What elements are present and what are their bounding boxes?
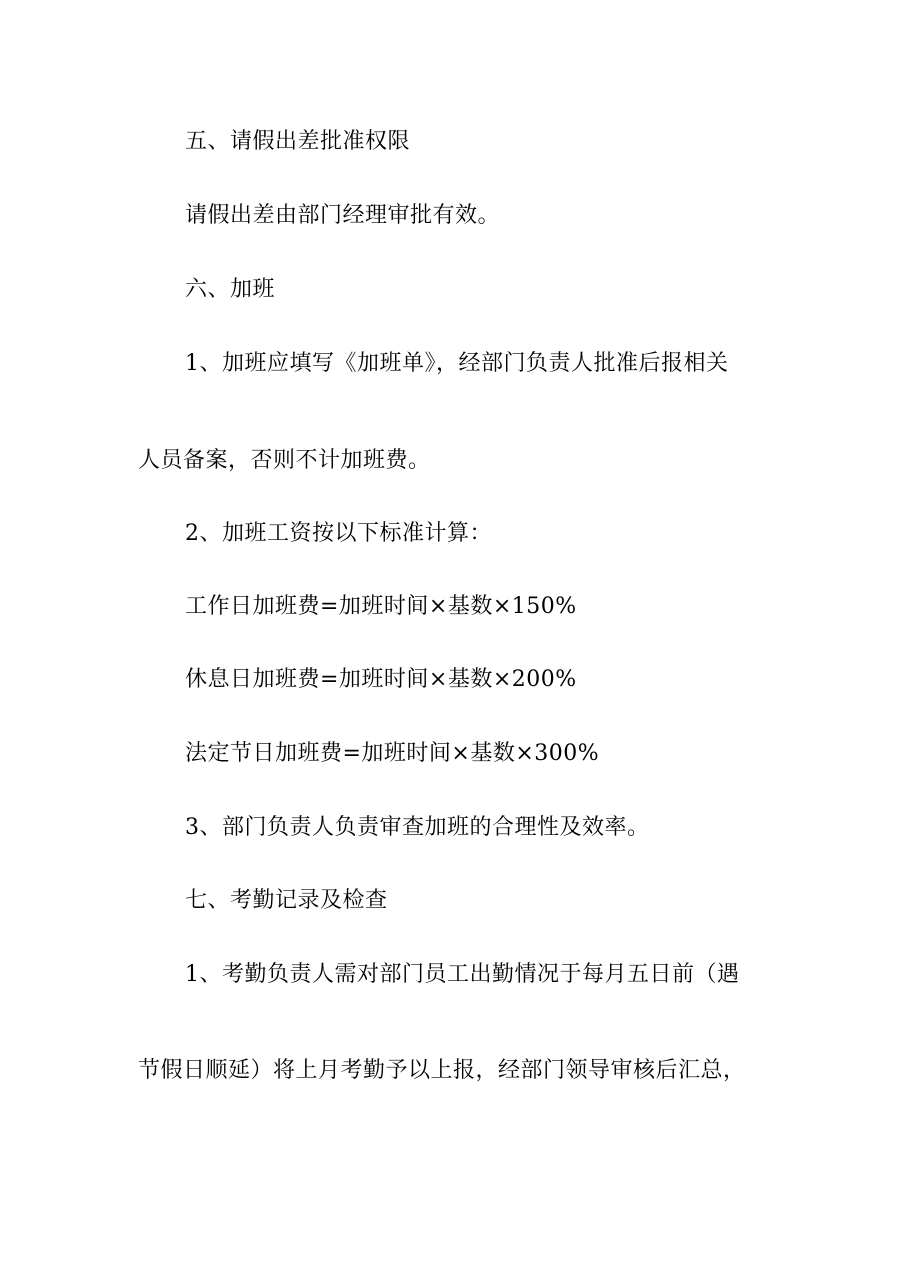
formula-restday: 休息日加班费=加班时间×基数×200%: [185, 667, 577, 692]
paragraph-overtime-3: 3、部门负责人负责审查加班的合理性及效率。: [185, 815, 650, 840]
paragraph-leave-approval: 请假出差由部门经理审批有效。: [185, 203, 501, 228]
paragraph-attendance-1: 1、考勤负责人需对部门员工出勤情况于每月五日前（遇: [185, 962, 740, 987]
paragraph-overtime-1: 1、加班应填写《加班单》，经部门负责人批准后报相关: [185, 351, 729, 376]
formula-workday: 工作日加班费=加班时间×基数×150%: [185, 594, 577, 619]
paragraph-attendance-1-cont: 节假日顺延）将上月考勤予以上报，经部门领导审核后汇总，: [138, 1058, 746, 1083]
section-heading-leave-approval: 五、请假出差批准权限: [185, 129, 411, 154]
section-heading-overtime: 六、加班: [185, 277, 276, 302]
paragraph-overtime-2: 2、加班工资按以下标准计算：: [185, 521, 492, 546]
formula-holiday: 法定节日加班费=加班时间×基数×300%: [185, 741, 600, 766]
paragraph-overtime-1-cont: 人员备案，否则不计加班费。: [138, 448, 431, 473]
section-heading-attendance: 七、考勤记录及检查: [185, 888, 388, 913]
